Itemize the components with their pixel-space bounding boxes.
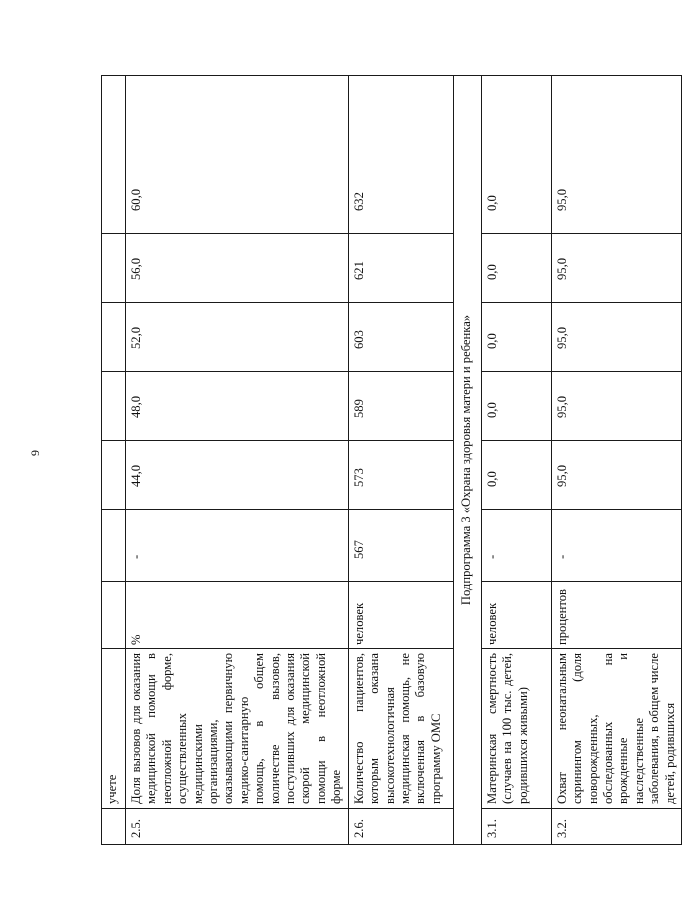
value-cell: - <box>126 510 349 582</box>
indicator-name: Количество пациентов, которым оказана высокотехнологичная медицинская помощь, не включенная в базовую программу ОМС <box>348 649 453 809</box>
value-cell <box>102 76 126 234</box>
indicators-table-frame <box>101 76 677 845</box>
value-cell: 589 <box>348 372 453 441</box>
value-cell: 0,0 <box>481 76 551 234</box>
value-cell <box>102 234 126 303</box>
row-number: 3.2. <box>551 809 681 845</box>
indicators-table <box>101 75 682 845</box>
value-cell: - <box>551 510 681 582</box>
value-cell: 56,0 <box>126 234 349 303</box>
value-cell <box>102 372 126 441</box>
unit-cell: % <box>126 582 349 649</box>
value-cell <box>102 510 126 582</box>
indicator-name: Охват неонатальным скринингом (доля новорожденных, обследованных на врожденные и наследственные заболевания, в общем числе детей, родившихся <box>551 649 681 809</box>
indicators-table-rotated <box>101 76 677 845</box>
unit-cell: человек <box>348 582 453 649</box>
value-cell: 95,0 <box>551 303 681 372</box>
table-row-continuation <box>102 76 126 845</box>
value-cell: 0,0 <box>481 441 551 510</box>
value-cell <box>102 303 126 372</box>
row-number: 2.5. <box>126 809 349 845</box>
indicator-name: Доля вызовов для оказания медицинской помощи в неотложной форме, осуществленных медицинскими организациями, оказывающими первичную медико-санитарную помощь, в общем количестве вызовов, поступивших для оказания скорой медицинской помощи в неотложной форме <box>126 649 349 809</box>
value-cell: 52,0 <box>126 303 349 372</box>
row-number: 2.6. <box>348 809 453 845</box>
table-row <box>126 76 349 845</box>
value-cell: 0,0 <box>481 234 551 303</box>
table-row <box>348 76 453 845</box>
indicator-name: Материнская смертность (случаев на 100 тыс. детей, родившихся живыми) <box>481 649 551 809</box>
indicator-name: учете <box>102 649 126 809</box>
value-cell: 48,0 <box>126 372 349 441</box>
value-cell: 0,0 <box>481 303 551 372</box>
value-cell: 95,0 <box>551 76 681 234</box>
value-cell: 632 <box>348 76 453 234</box>
unit-cell <box>102 582 126 649</box>
row-number: 3.1. <box>481 809 551 845</box>
subprogram-row <box>453 76 481 845</box>
value-cell: 95,0 <box>551 234 681 303</box>
value-cell: 621 <box>348 234 453 303</box>
table-row <box>551 76 681 845</box>
row-number <box>102 809 126 845</box>
value-cell: - <box>481 510 551 582</box>
page-number: 9 <box>28 450 42 456</box>
unit-cell: человек <box>481 582 551 649</box>
value-cell: 95,0 <box>551 372 681 441</box>
value-cell: 95,0 <box>551 441 681 510</box>
value-cell <box>102 441 126 510</box>
value-cell: 567 <box>348 510 453 582</box>
value-cell: 573 <box>348 441 453 510</box>
value-cell: 0,0 <box>481 372 551 441</box>
table-row <box>481 76 551 845</box>
value-cell: 44,0 <box>126 441 349 510</box>
subprogram-title: Подпрограмма 3 «Охрана здоровья матери и ребенка» <box>453 76 481 845</box>
value-cell: 60,0 <box>126 76 349 234</box>
value-cell: 603 <box>348 303 453 372</box>
unit-cell: процентов <box>551 582 681 649</box>
